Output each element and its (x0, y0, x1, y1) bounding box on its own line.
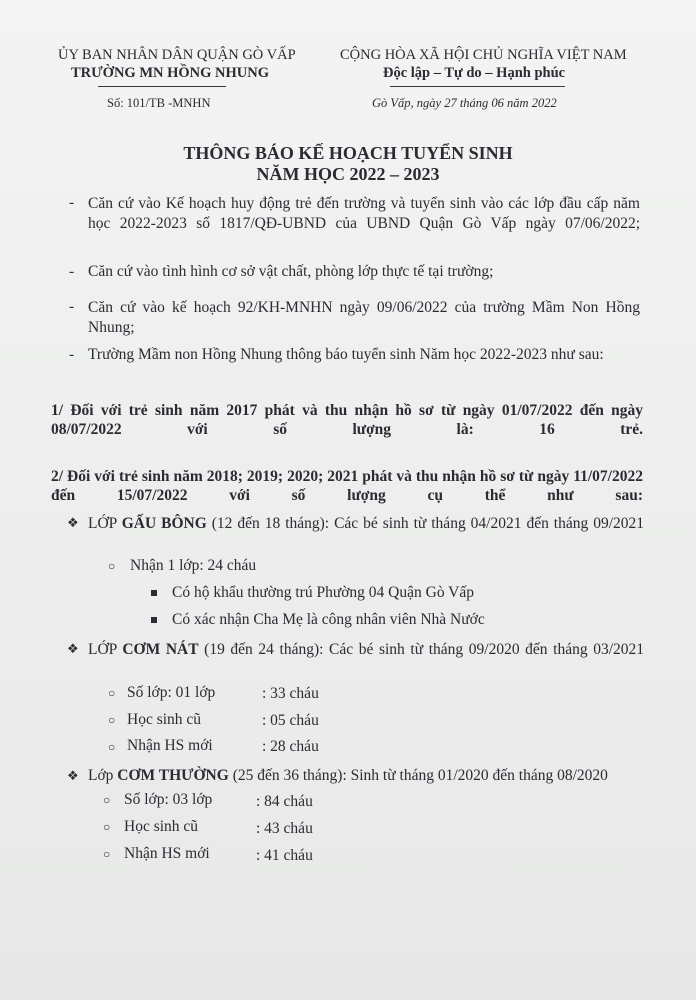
diamond-dots-icon: ❖ (67, 515, 79, 530)
class-3-line (88, 767, 608, 785)
class-3-row-value: : 41 cháu (256, 847, 313, 864)
right-underline (390, 86, 565, 87)
dash-bullet: - (69, 298, 75, 315)
circle-bullet-icon: ○ (103, 847, 111, 861)
class-2-desc: (19 đến 24 tháng): Các bé sinh từ tháng 09/2020 đến tháng 03/2021 (204, 641, 645, 658)
date-line: Gò Vấp, ngày 27 tháng 06 năm 2022 (372, 96, 557, 110)
circle-bullet-icon: ○ (103, 793, 111, 807)
class-2-row-value: : 33 cháu (262, 685, 319, 702)
circle-bullet-icon: ○ (108, 713, 116, 727)
right-motto: Độc lập – Tự do – Hạnh phúc (383, 65, 566, 81)
section-2-heading: 2/ Đối với trẻ sinh năm 2018; 2019; 2020; 2021 phát và thu nhận hồ sơ từ ngày 11/07/2022 đến 15/07/2022 với số lượng cụ thể như sau: (51, 468, 643, 504)
class-1-condition-2: Có xác nhận Cha Mẹ là công nhân viên Nhà Nước (172, 611, 485, 628)
class-3-name: CƠM THƯỜNG (117, 767, 229, 784)
circle-bullet-icon: ○ (108, 686, 116, 700)
class-1-condition-1: Có hộ khẩu thường trú Phường 04 Quận Gò Vấp (172, 584, 474, 601)
class-3-desc: (25 đến 36 tháng): Sinh từ tháng 01/2020 đến tháng 08/2020 (232, 767, 608, 784)
circle-bullet-icon: ○ (108, 740, 116, 754)
dash-bullet: - (69, 346, 75, 363)
right-country: CỘNG HÒA XÃ HỘI CHỦ NGHĨA VIỆT NAM (340, 47, 627, 63)
class-2-row-label: Số lớp: 01 lớp (127, 684, 216, 701)
class-2-line (88, 640, 644, 660)
class-1-prefix: LỚP (88, 515, 117, 532)
preamble-item-1: Căn cứ vào Kế hoạch huy động trẻ đến trường và tuyển sinh vào các lớp đầu cấp năm học 2022-2023 số 1817/QĐ-UBND của UBND Quận Gò Vấp ngày 07/06/2022; (88, 195, 640, 232)
left-school: TRƯỜNG MN HỒNG NHUNG (71, 65, 270, 81)
class-2-row-label: Nhận HS mới (127, 737, 213, 754)
diamond-dots-icon: ❖ (67, 768, 79, 783)
class-3-row-label: Nhận HS mới (124, 845, 210, 862)
title-line-1: THÔNG BÁO KẾ HOẠCH TUYỂN SINH (183, 143, 513, 163)
square-bullet-icon (151, 617, 157, 623)
class-2-row-value: : 05 cháu (262, 712, 319, 729)
class-3-row-label: Số lớp: 03 lớp (124, 791, 213, 808)
class-1-name: GẤU BÔNG (121, 515, 207, 532)
class-2-prefix: LỚP (88, 641, 117, 658)
class-2-name: CƠM NÁT (122, 641, 199, 658)
circle-bullet-icon: ○ (108, 559, 116, 573)
circle-bullet-icon: ○ (103, 820, 111, 834)
left-org: ỦY BAN NHÂN DÂN QUẬN GÒ VẤP (58, 47, 296, 63)
class-1-line (88, 514, 644, 534)
section-1: 1/ Đối với trẻ sinh năm 2017 phát và thu nhận hồ sơ từ ngày 01/07/2022 đến ngày 08/07/2022 với số lượng là: 16 trẻ. (51, 402, 643, 438)
doc-number: Số: 101/TB -MNHN (107, 96, 211, 110)
class-2-row-value: : 28 cháu (262, 738, 319, 755)
class-3-row-value: : 43 cháu (256, 820, 313, 837)
class-2-row-label: Học sinh cũ (127, 711, 202, 728)
class-3-prefix: Lớp (88, 767, 114, 784)
title-line-2: NĂM HỌC 2022 – 2023 (256, 164, 440, 184)
class-1-receive: Nhận 1 lớp: 24 cháu (130, 557, 257, 574)
class-3-row-value: : 84 cháu (256, 793, 313, 810)
diamond-dots-icon: ❖ (67, 641, 79, 656)
class-1-desc: (12 đến 18 tháng): Các bé sinh từ tháng 04/2021 đến tháng 09/2021 (211, 515, 645, 532)
square-bullet-icon (151, 590, 157, 596)
class-3-row-label: Học sinh cũ (124, 818, 199, 835)
dash-bullet: - (69, 194, 75, 211)
preamble-item-3: Căn cứ vào kế hoạch 92/KH-MNHN ngày 09/06/2022 của trường Mầm Non Hồng Nhung; (88, 299, 640, 336)
preamble-item-2: Căn cứ vào tình hình cơ sở vật chất, phòng lớp thực tế tại trường; (88, 263, 494, 280)
dash-bullet: - (69, 263, 75, 280)
preamble-item-4: Trường Mầm non Hồng Nhung thông báo tuyển sinh Năm học 2022-2023 như sau: (88, 346, 604, 363)
left-underline (98, 86, 226, 87)
